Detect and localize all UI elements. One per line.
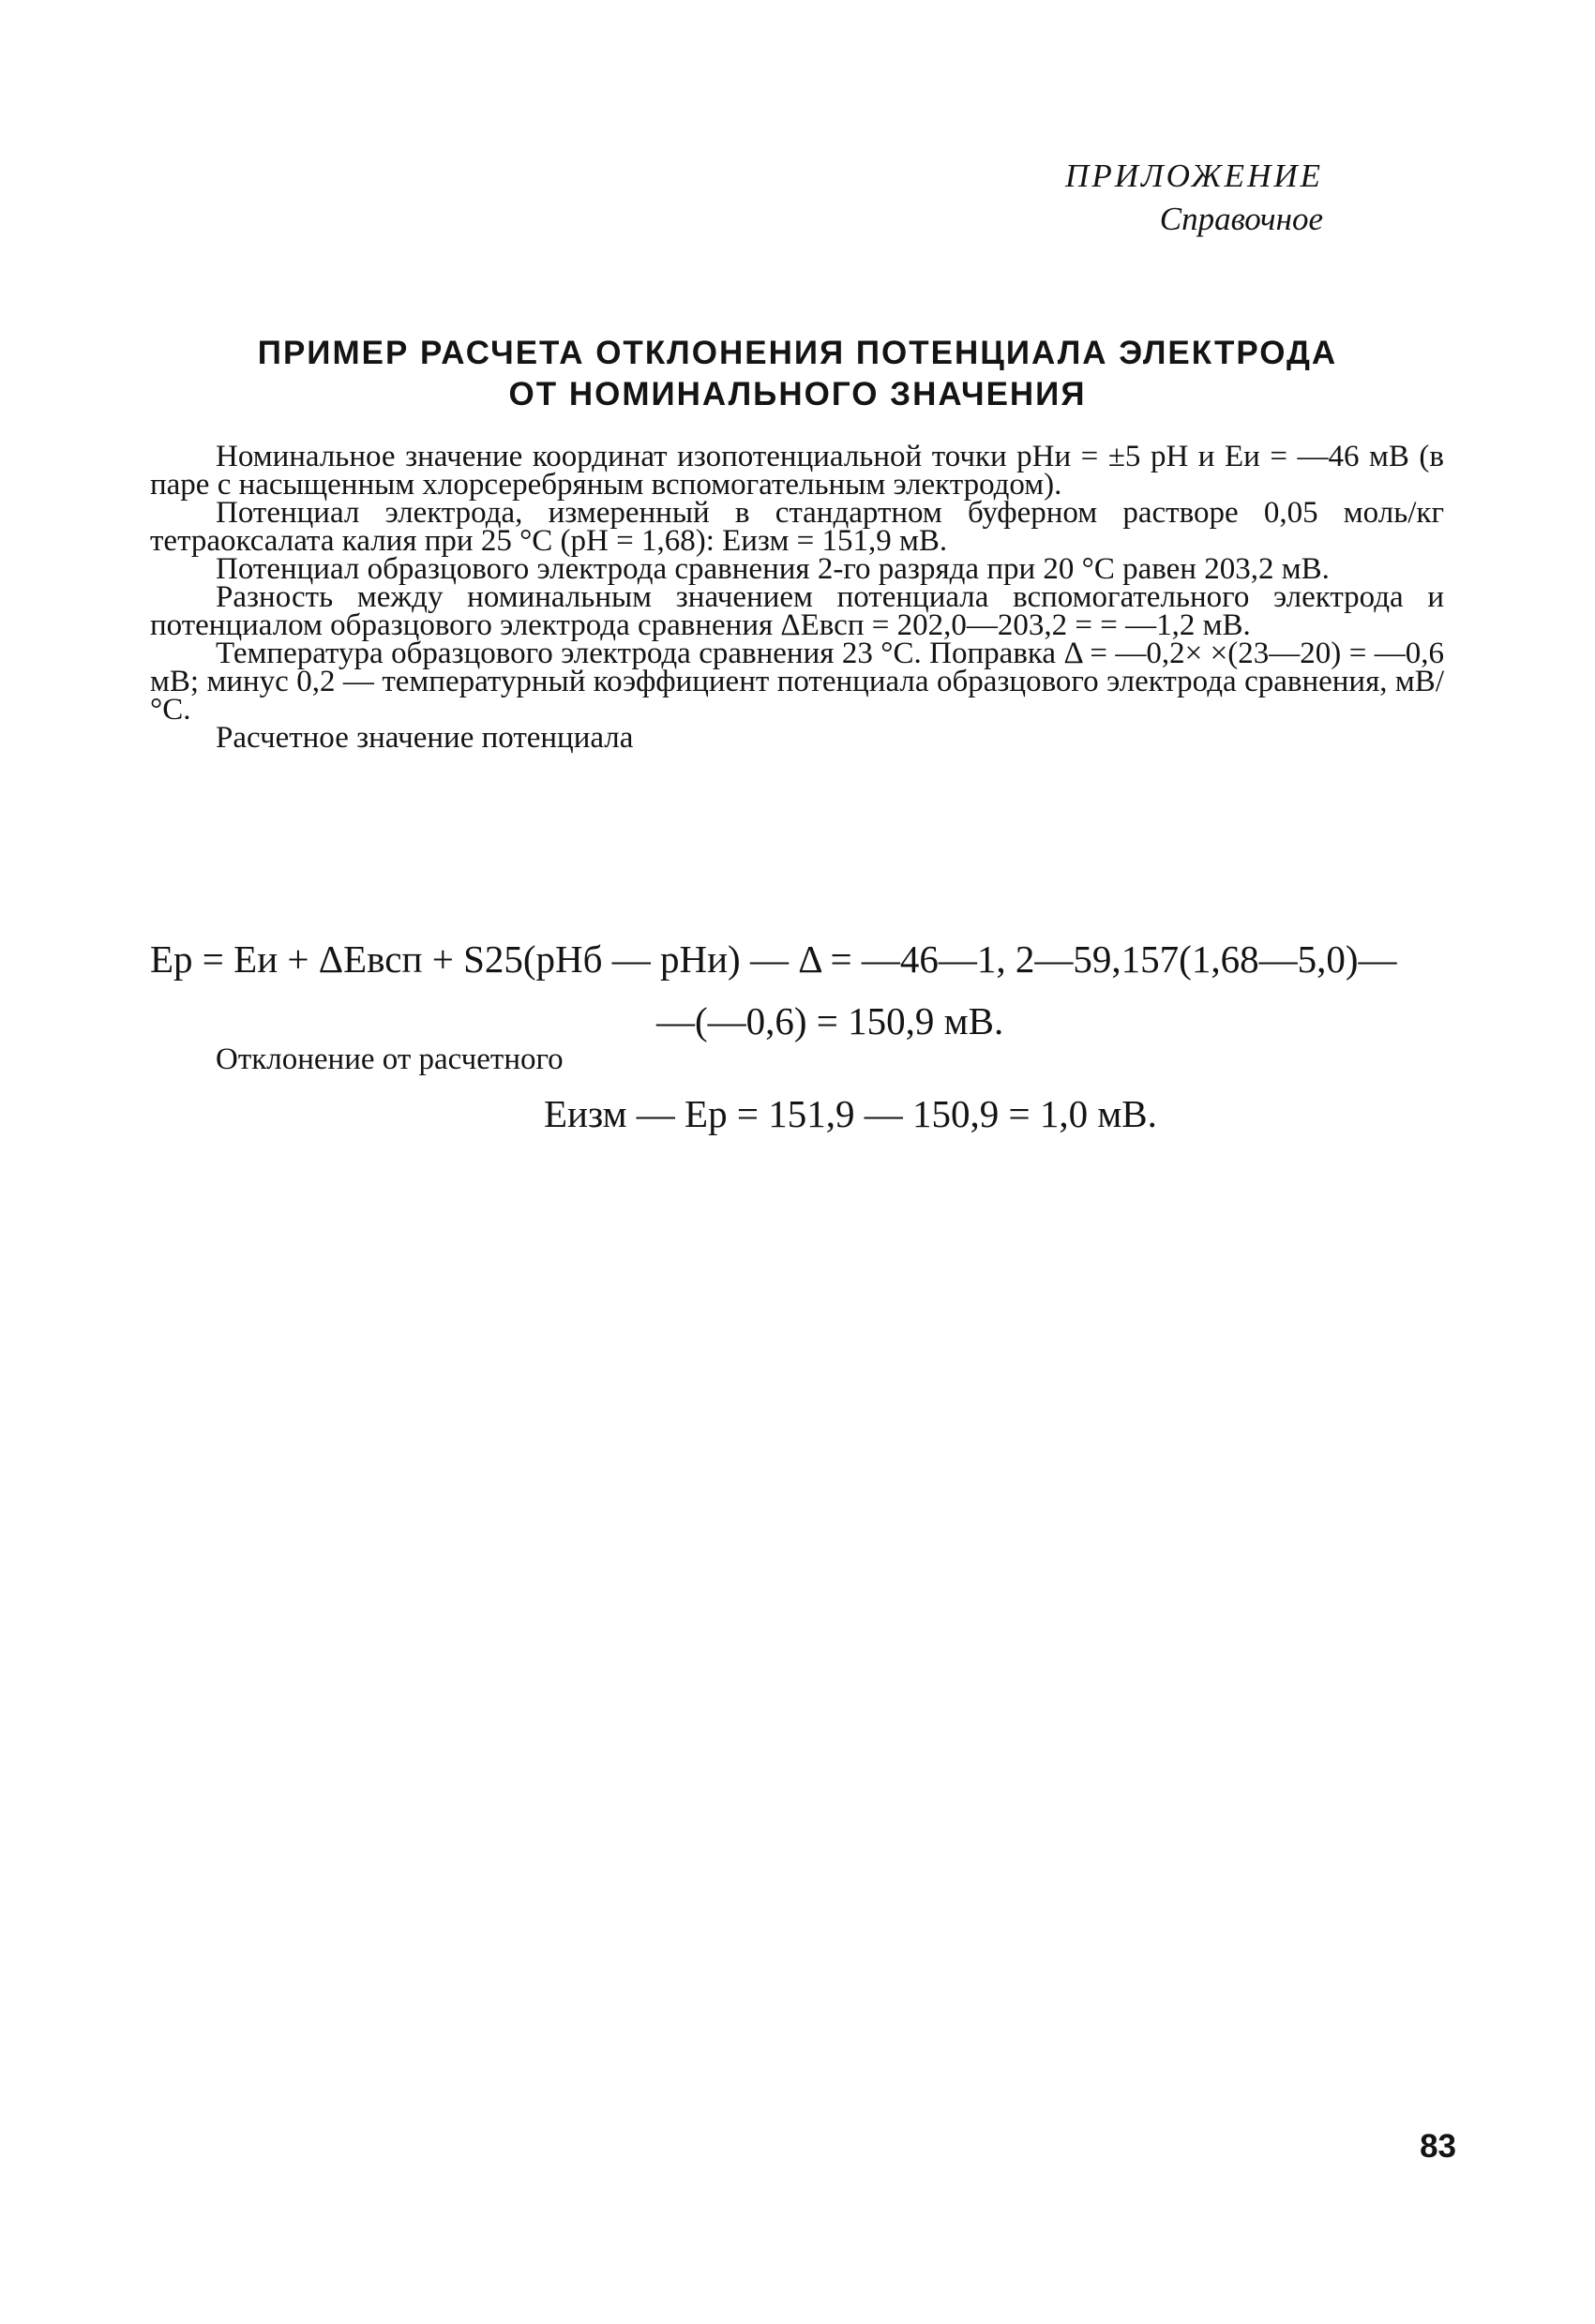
paragraph-temperature: Температура образцового электрода сравнения 23 °С. Поправка Δ = —0,2× ×(23—20) = —0,6 мВ; минус 0,2 — температурный коэффициент потенциала образцового электрода сравнения, мВ/°С. xyxy=(150,637,1444,727)
paragraph-nominal: Номинальное значение координат изопотенциальной точки pHи = ±5 pH и Eи = —46 мВ (в паре с насыщенным хлорсеребряным вспомогательным электродом). xyxy=(150,440,1444,502)
formula-line-2: —(—0,6) = 150,9 мВ. xyxy=(656,999,1004,1042)
appendix-label: ПРИЛОЖЕНИЕ xyxy=(1065,157,1323,194)
page-number: 83 xyxy=(1420,2128,1456,2165)
page-title xyxy=(0,333,1595,415)
paragraph-reference: Потенциал образцового электрода сравнения 2-го разряда при 20 °С равен 203,2 мВ. xyxy=(216,552,1330,586)
title-line-2: ОТ НОМИНАЛЬНОГО ЗНАЧЕНИЯ xyxy=(508,376,1087,412)
deviation-label: Отклонение от расчетного xyxy=(216,1042,564,1076)
paragraph-difference: Разность между номинальным значением потенциала вспомогательного электрода и потенциалом образцового электрода сравнения ΔEвсп = 202,0—203,2 = = —1,2 мВ. xyxy=(150,580,1444,642)
formula xyxy=(150,928,1444,1052)
paragraph-measured: Потенциал электрода, измеренный в стандартном буферном растворе 0,05 моль/кг тетраоксалата калия при 25 °С (pH = 1,68): Eизм = 151,9 мВ. xyxy=(150,496,1444,558)
formula-line-1: Eр = Eи + ΔEвсп + S25(pHб — pHи) — Δ = —46—1, 2—59,157(1,68—5,0)— xyxy=(150,937,1397,981)
paragraph-calculated: Расчетное значение потенциала xyxy=(216,721,634,755)
body-text xyxy=(150,440,1444,755)
appendix-header xyxy=(1065,155,1323,241)
deviation-result: Eизм — Eр = 151,9 — 150,9 = 1,0 мВ. xyxy=(544,1092,1157,1135)
appendix-type: Справочное xyxy=(1159,201,1323,237)
title-line-1: ПРИМЕР РАСЧЕТА ОТКЛОНЕНИЯ ПОТЕНЦИАЛА ЭЛЕКТРОДА xyxy=(257,335,1338,371)
